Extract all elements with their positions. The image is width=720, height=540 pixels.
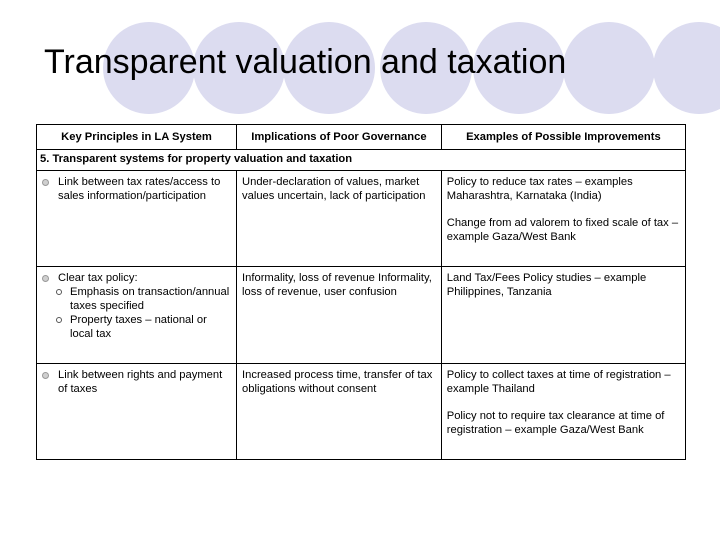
sub-bullet-icon xyxy=(56,289,62,295)
implication-cell xyxy=(237,171,442,267)
improvement-text: Land Tax/Fees Policy studies – example Philippines, Tanzania xyxy=(446,272,647,298)
governance-table xyxy=(36,124,686,460)
implication-cell xyxy=(237,267,442,364)
improvement-text: Policy to collect taxes at time of registration – example Thailand xyxy=(446,369,671,395)
principle-cell xyxy=(37,364,237,460)
improvement-text: Policy to reduce tax rates – examples Maharashtra, Karnataka (India) xyxy=(446,176,633,202)
decor-circle-6 xyxy=(563,22,655,114)
bullet-icon xyxy=(42,275,49,282)
sub-point-text: Property taxes – national or local tax xyxy=(70,314,207,340)
bullet-item xyxy=(42,175,231,203)
principle-text: Clear tax policy: xyxy=(58,272,138,284)
sub-bullet-icon xyxy=(56,317,62,323)
implication-text: Under-declaration of values, market values uncertain, lack of participation xyxy=(242,176,426,202)
principle-text: Link between rights and payment of taxes xyxy=(58,369,223,395)
page-title: Transparent valuation and taxation xyxy=(44,43,567,81)
section-heading: 5. Transparent systems for property valuation and taxation xyxy=(37,150,686,171)
table-row xyxy=(37,364,686,460)
table-row xyxy=(37,171,686,267)
sub-bullet-item xyxy=(42,285,231,313)
implication-text: Increased process time, transfer of tax obligations without consent xyxy=(242,369,433,395)
column-header-implications: Implications of Poor Governance xyxy=(237,125,442,150)
bullet-icon xyxy=(42,372,49,379)
decor-circle-7 xyxy=(653,22,720,114)
sub-bullet-item xyxy=(42,313,231,341)
implication-cell xyxy=(237,364,442,460)
implication-text: Informality, loss of revenue Informality, loss of revenue, user confusion xyxy=(242,272,432,298)
improvements-cell xyxy=(441,267,685,364)
principle-text: Link between tax rates/access to sales information/participation xyxy=(58,176,221,202)
bullet-item xyxy=(42,271,231,285)
table-header-row xyxy=(37,125,686,150)
bullet-item xyxy=(42,368,231,396)
sub-point-text: Emphasis on transaction/annual taxes specified xyxy=(70,286,230,312)
bullet-icon xyxy=(42,179,49,186)
improvement-text: Change from ad valorem to fixed scale of tax – example Gaza/West Bank xyxy=(446,217,679,243)
improvements-cell xyxy=(441,364,685,460)
principle-cell xyxy=(37,171,237,267)
column-header-improvements: Examples of Possible Improvements xyxy=(441,125,685,150)
improvement-text: Policy not to require tax clearance at time of registration – example Gaza/West Bank xyxy=(446,410,665,436)
table-row xyxy=(37,267,686,364)
principle-cell xyxy=(37,267,237,364)
section-row xyxy=(37,150,686,171)
improvements-cell xyxy=(441,171,685,267)
column-header-principles: Key Principles in LA System xyxy=(37,125,237,150)
